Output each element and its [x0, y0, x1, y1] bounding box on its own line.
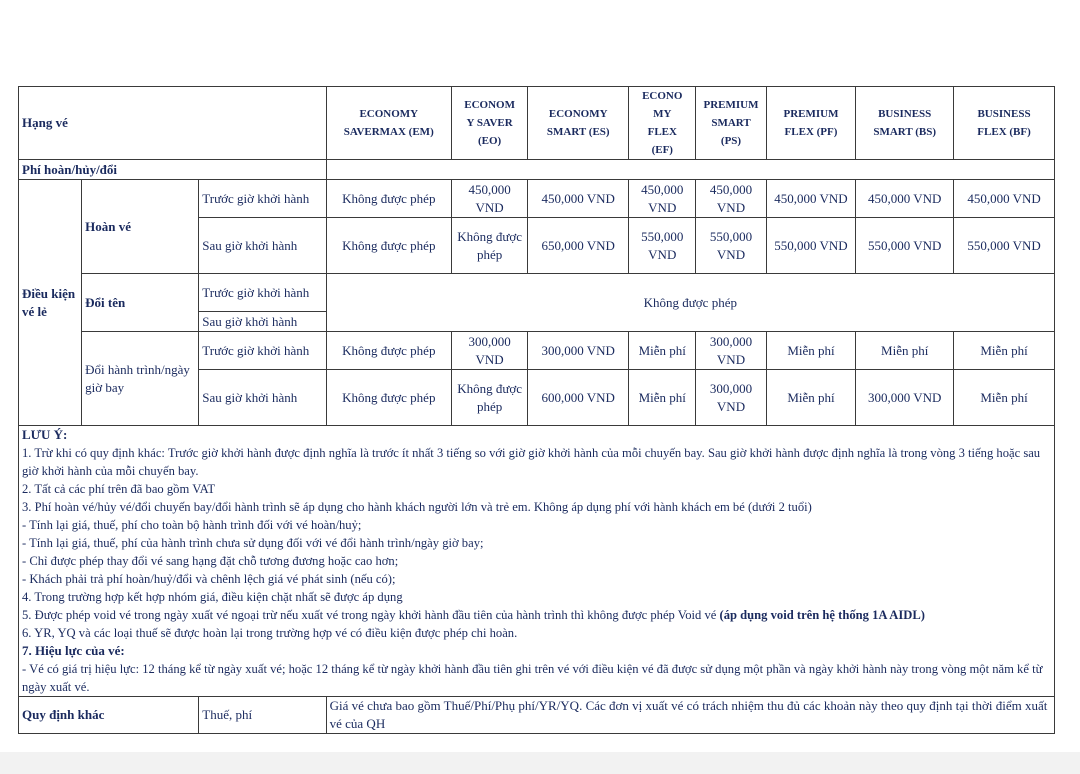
timing-after: Sau giờ khởi hành — [199, 312, 326, 332]
header-row — [19, 87, 1055, 160]
note-bullet-2: - Tính lại giá, thuế, phí của hành trình chưa sử dụng đối với vé đổi hành trình/ngày giờ bay; — [22, 536, 484, 550]
col-header-em: ECONOMY SAVERMAX (EM) — [326, 87, 451, 160]
section-fee-row — [19, 160, 1055, 180]
other-rules-text: Giá vé chưa bao gồm Thuế/Phí/Phụ phí/YR/YQ. Các đơn vị xuất vé có trách nhiệm thu đủ các khoản này theo quy định tại thời điểm xuất vé của QH — [326, 697, 1054, 734]
note-bullet-4: - Khách phải trả phí hoàn/huỷ/đổi và chênh lệch giá vé phát sinh (nếu có); — [22, 572, 396, 586]
fee-cell: Không được phép — [326, 218, 451, 274]
fee-cell: 550,000 VND — [856, 218, 954, 274]
timing-after: Sau giờ khởi hành — [199, 370, 326, 426]
note-bullet-3: - Chỉ được phép thay đổi vé sang hạng đặt chỗ tương đương hoặc cao hơn; — [22, 554, 399, 568]
note-6: 6. YR, YQ và các loại thuế sẽ được hoàn lại trong trường hợp vé có điều kiện được phép chi hoàn. — [22, 626, 518, 640]
fee-cell: 300,000 VND — [696, 370, 766, 426]
other-rules-label: Quy định khác — [19, 697, 199, 734]
fee-cell: Miễn phí — [629, 370, 696, 426]
fee-cell: 550,000 VND — [954, 218, 1055, 274]
fee-cell: 300,000 VND — [696, 332, 766, 370]
note-2: 2. Tất cả các phí trên đã bao gồm VAT — [22, 482, 216, 496]
doi-hanh-trinh-label: Đổi hành trình/ngày giờ bay — [82, 332, 199, 426]
note-1: 1. Trừ khi có quy định khác: Trước giờ khởi hành được định nghĩa là trước ít nhất 3 tiếng so với giờ giờ khởi hành của mỗi chuyến bay. Sau giờ khởi hành được định nghĩa là trong vòng 3 tiếng hoặc sau giờ khởi hành của mỗi chuyến bay. — [22, 446, 1041, 478]
fee-cell: 550,000 VND — [696, 218, 766, 274]
col-header-pf: PREMIUM FLEX (PF) — [766, 87, 856, 160]
fee-cell: Không được phép — [451, 218, 527, 274]
fee-cell: Không được phép — [326, 180, 451, 218]
fee-cell: Không được phép — [451, 370, 527, 426]
note-7-title: 7. Hiệu lực của vé: — [22, 643, 125, 658]
fee-cell: Miễn phí — [954, 332, 1055, 370]
note-3: 3. Phí hoàn vé/hủy vé/đổi chuyến bay/đổi hành trình sẽ áp dụng cho hành khách người lớn và trẻ em. Không áp dụng phí với hành khách em bé (dưới 2 tuổi) — [22, 500, 812, 514]
notes-title: LƯU Ý: — [22, 427, 68, 442]
refund-before-row — [19, 180, 1055, 218]
col-header-bf: BUSINESS FLEX (BF) — [954, 87, 1055, 160]
name-change-all-cell: Không được phép — [326, 274, 1054, 332]
fee-cell: 300,000 VND — [528, 332, 629, 370]
dieu-kien-ve-le-label: Điều kiện vé lẻ — [19, 180, 82, 426]
note-4: 4. Trong trường hợp kết hợp nhóm giá, điều kiện chặt nhất sẽ được áp dụng — [22, 590, 403, 604]
timing-before: Trước giờ khởi hành — [199, 180, 326, 218]
col-header-eo: ECONOM Y SAVER (EO) — [451, 87, 527, 160]
fee-cell: 550,000 VND — [629, 218, 696, 274]
fee-cell: 450,000 VND — [856, 180, 954, 218]
fee-cell: 550,000 VND — [766, 218, 856, 274]
timing-after: Sau giờ khởi hành — [199, 218, 326, 274]
timing-before: Trước giờ khởi hành — [199, 274, 326, 312]
notes-row — [19, 426, 1055, 697]
fee-cell: 450,000 VND — [528, 180, 629, 218]
fee-cell: 450,000 VND — [766, 180, 856, 218]
section-fee-title: Phí hoàn/hủy/đổi — [19, 160, 327, 180]
hang-ve-header: Hạng vé — [19, 87, 327, 160]
note-5: 5. Được phép void vé trong ngày xuất vé ngoại trừ nếu xuất vé trong ngày khởi hành đầu tiên của hành trình thì không được phép Void vé (áp dụng void trên hệ thống 1A AIDL) — [22, 608, 925, 622]
other-rules-sub: Thuế, phí — [199, 697, 326, 734]
timing-before: Trước giờ khởi hành — [199, 332, 326, 370]
note-bullet-1: - Tính lại giá, thuế, phí cho toàn bộ hành trình đối với vé hoàn/huỷ; — [22, 518, 362, 532]
col-header-bs: BUSINESS SMART (BS) — [856, 87, 954, 160]
col-header-ef: ECONO MY FLEX (EF) — [629, 87, 696, 160]
fee-cell: 450,000 VND — [696, 180, 766, 218]
fee-cell: Miễn phí — [766, 370, 856, 426]
fee-cell: 450,000 VND — [451, 180, 527, 218]
fee-cell: 300,000 VND — [856, 370, 954, 426]
col-header-ps: PREMIUM SMART (PS) — [696, 87, 766, 160]
fee-cell: Không được phép — [326, 332, 451, 370]
notes-block — [19, 426, 1055, 697]
doi-ten-label: Đổi tên — [82, 274, 199, 332]
fee-cell: Miễn phí — [856, 332, 954, 370]
fee-cell: 450,000 VND — [629, 180, 696, 218]
other-rules-row — [19, 697, 1055, 734]
fare-conditions-table — [18, 86, 1055, 734]
fee-cell: Miễn phí — [954, 370, 1055, 426]
name-change-before-row — [19, 274, 1055, 312]
fee-cell: 300,000 VND — [451, 332, 527, 370]
fee-cell: 650,000 VND — [528, 218, 629, 274]
fee-cell: Không được phép — [326, 370, 451, 426]
col-header-es: ECONOMY SMART (ES) — [528, 87, 629, 160]
fee-cell: 600,000 VND — [528, 370, 629, 426]
fee-cell: Miễn phí — [629, 332, 696, 370]
section-fee-empty — [326, 160, 1054, 180]
fee-cell: Miễn phí — [766, 332, 856, 370]
note-5-bold: (áp dụng void trên hệ thống 1A AIDL) — [719, 608, 925, 622]
bottom-strip — [0, 752, 1080, 774]
hoan-ve-label: Hoàn vé — [82, 180, 199, 274]
fee-cell: 450,000 VND — [954, 180, 1055, 218]
note-7: - Vé có giá trị hiệu lực: 12 tháng kể từ ngày xuất vé; hoặc 12 tháng kể từ ngày khởi hành đầu tiên ghi trên vé với điều kiện vé đã được sử dụng một phần và ngày khởi hành này trong vòng một năm kể từ ngày xuất vé. — [22, 662, 1043, 694]
itinerary-change-before-row — [19, 332, 1055, 370]
